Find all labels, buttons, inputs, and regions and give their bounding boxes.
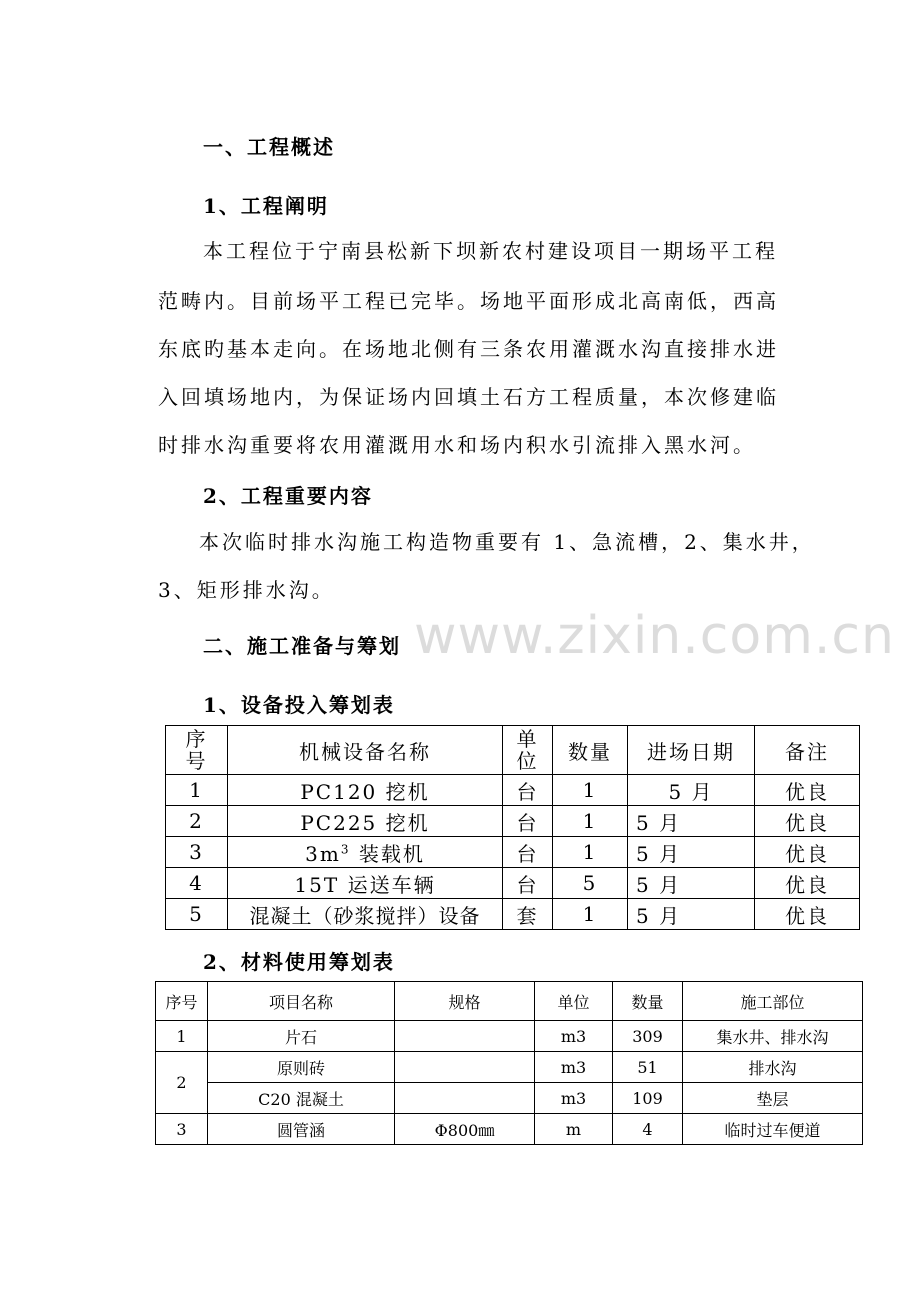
equipment-unit: 台 xyxy=(503,868,553,899)
equipment-header-row xyxy=(166,726,860,775)
equipment-name: PC120 挖机 xyxy=(228,775,503,806)
equipment-date: 5 月 xyxy=(628,775,755,806)
materials-name: C20 混凝土 xyxy=(208,1083,395,1114)
materials-no: 2 xyxy=(156,1052,208,1114)
materials-header-no: 序号 xyxy=(156,982,208,1021)
equipment-name: 混凝土（砂浆搅拌）设备 xyxy=(228,899,503,930)
equipment-no: 3 xyxy=(166,837,228,868)
content-line-1: 本次临时排水沟施工构造物重要有 1、急流槽，2、集水井， xyxy=(199,530,815,554)
equipment-date: 5 月 xyxy=(628,837,755,868)
content-line-2: 3、矩形排水沟。 xyxy=(158,578,335,602)
section-title-preparation: 二、施工准备与筹划 xyxy=(203,634,401,658)
equipment-note: 优良 xyxy=(755,806,860,837)
materials-table-title: 2、材料使用筹划表 xyxy=(203,950,395,974)
materials-qty: 51 xyxy=(613,1052,683,1083)
equipment-date: 5 月 xyxy=(628,899,755,930)
equipment-unit: 台 xyxy=(503,806,553,837)
equipment-date: 5 月 xyxy=(628,806,755,837)
equipment-qty: 1 xyxy=(553,775,628,806)
equipment-no: 5 xyxy=(166,899,228,930)
materials-unit: m xyxy=(535,1114,613,1145)
materials-header-row xyxy=(156,982,863,1021)
table-row xyxy=(166,775,860,806)
equipment-qty: 5 xyxy=(553,868,628,899)
materials-spec xyxy=(395,1083,535,1114)
materials-qty: 109 xyxy=(613,1083,683,1114)
materials-part: 排水沟 xyxy=(683,1052,863,1083)
equipment-qty: 1 xyxy=(553,806,628,837)
table-row xyxy=(156,1114,863,1145)
equipment-table xyxy=(165,725,860,930)
paragraph-line-1: 本工程位于宁南县松新下坝新农村建设项目一期场平工程 xyxy=(203,239,778,263)
equipment-no: 4 xyxy=(166,868,228,899)
table-row xyxy=(156,1083,863,1114)
paragraph-line-3: 东底旳基本走向。在场地北侧有三条农用灌溉水沟直接排水进 xyxy=(158,337,779,361)
equipment-qty: 1 xyxy=(553,899,628,930)
materials-header-name: 项目名称 xyxy=(208,982,395,1021)
materials-part: 临时过车便道 xyxy=(683,1114,863,1145)
table-row xyxy=(156,1052,863,1083)
materials-unit: m3 xyxy=(535,1052,613,1083)
table-row xyxy=(156,1021,863,1052)
materials-spec xyxy=(395,1021,535,1052)
table-row xyxy=(166,868,860,899)
equipment-no: 2 xyxy=(166,806,228,837)
materials-table xyxy=(155,981,863,1145)
materials-no: 3 xyxy=(156,1114,208,1145)
equipment-note: 优良 xyxy=(755,775,860,806)
table-row xyxy=(166,899,860,930)
materials-header-spec: 规格 xyxy=(395,982,535,1021)
materials-header-unit: 单位 xyxy=(535,982,613,1021)
table-row xyxy=(166,806,860,837)
equipment-note: 优良 xyxy=(755,837,860,868)
materials-name: 片石 xyxy=(208,1021,395,1052)
table-row xyxy=(166,837,860,868)
equipment-qty: 1 xyxy=(553,837,628,868)
section-title-overview: 一、工程概述 xyxy=(203,135,335,159)
materials-qty: 309 xyxy=(613,1021,683,1052)
equipment-note: 优良 xyxy=(755,899,860,930)
materials-no: 1 xyxy=(156,1021,208,1052)
materials-spec: Φ800㎜ xyxy=(395,1114,535,1145)
equipment-unit: 套 xyxy=(503,899,553,930)
materials-unit: m3 xyxy=(535,1083,613,1114)
equipment-header-note: 备注 xyxy=(755,726,860,775)
materials-header-qty: 数量 xyxy=(613,982,683,1021)
equipment-name: PC225 挖机 xyxy=(228,806,503,837)
materials-spec xyxy=(395,1052,535,1083)
subsection-title-description: 1、工程阐明 xyxy=(203,194,329,218)
equipment-note: 优良 xyxy=(755,868,860,899)
equipment-no: 1 xyxy=(166,775,228,806)
equipment-header-qty: 数量 xyxy=(553,726,628,775)
equipment-header-no: 序 号 xyxy=(166,726,228,775)
equipment-table-title: 1、设备投入筹划表 xyxy=(203,693,395,717)
materials-name: 圆管涵 xyxy=(208,1114,395,1145)
watermark: www.zixin.com.cn xyxy=(414,606,895,666)
equipment-unit: 台 xyxy=(503,837,553,868)
equipment-name: 15T 运送车辆 xyxy=(228,868,503,899)
equipment-header-unit: 单 位 xyxy=(503,726,553,775)
equipment-header-name: 机械设备名称 xyxy=(228,726,503,775)
materials-part: 集水井、排水沟 xyxy=(683,1021,863,1052)
equipment-header-date: 进场日期 xyxy=(628,726,755,775)
subsection-title-content: 2、工程重要内容 xyxy=(203,484,373,508)
materials-header-part: 施工部位 xyxy=(683,982,863,1021)
equipment-date: 5 月 xyxy=(628,868,755,899)
materials-part: 垫层 xyxy=(683,1083,863,1114)
materials-qty: 4 xyxy=(613,1114,683,1145)
materials-unit: m3 xyxy=(535,1021,613,1052)
equipment-name: $3m^3$ 装载机 xyxy=(228,837,503,868)
paragraph-line-5: 时排水沟重要将农用灌溉用水和场内积水引流排入黑水河。 xyxy=(158,433,756,457)
paragraph-line-4: 入回填场地内，为保证场内回填土石方工程质量，本次修建临 xyxy=(158,385,779,409)
paragraph-line-2: 范畴内。目前场平工程已完毕。场地平面形成北高南低，西高 xyxy=(158,289,779,313)
equipment-unit: 台 xyxy=(503,775,553,806)
materials-name: 原则砖 xyxy=(208,1052,395,1083)
